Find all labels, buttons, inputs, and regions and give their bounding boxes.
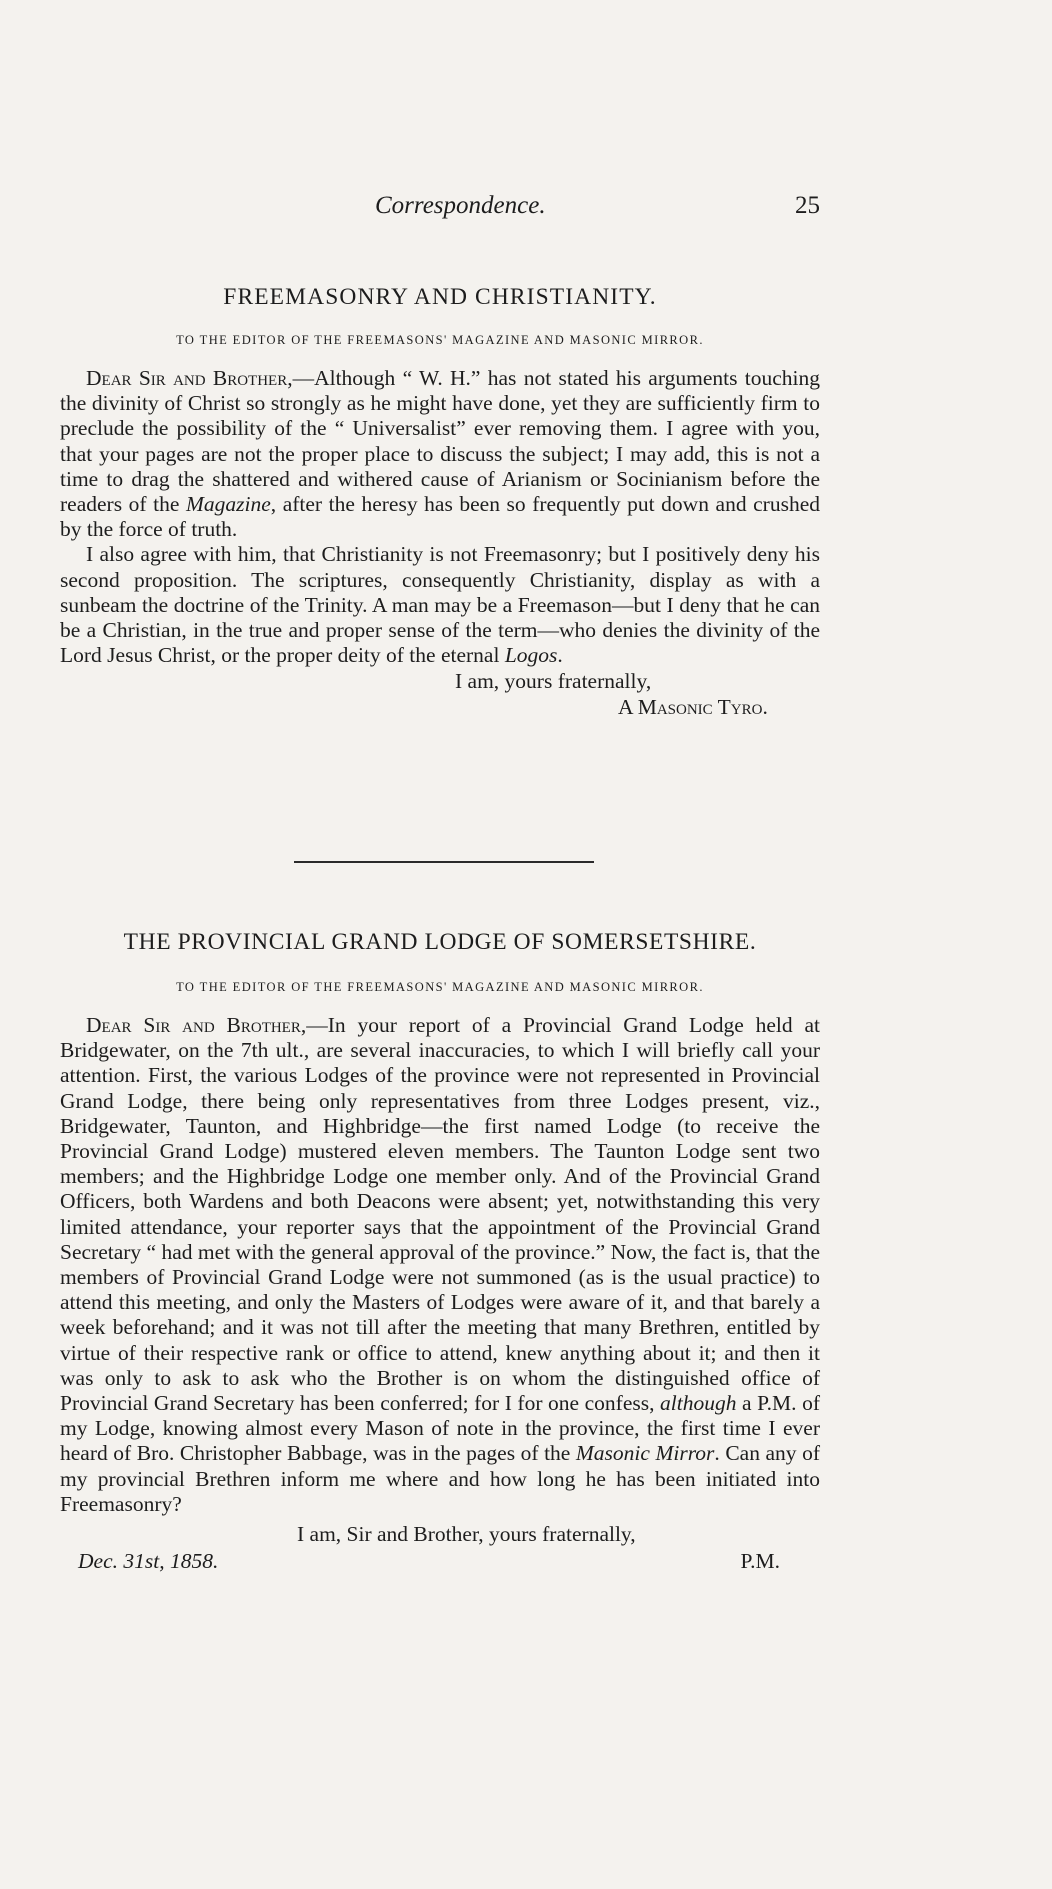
running-head — [60, 192, 820, 224]
letter-2-title: THE PROVINCIAL GRAND LODGE OF SOMERSETSHIRE. — [123, 929, 757, 955]
letter-2-dateline — [60, 1549, 820, 1577]
letter-2-paragraph: Dear Sir and Brother,—In your report of a Provincial Grand Lodge held at Bridgewater, on the 7th ult., are several inaccuracies, to which I will briefly call your attention. First, the various Lodges of the province were not represented in Provincial Grand Lodge, there being only representatives from three Lodges present, viz., Bridgewater, Taunton, and Highbridge—the first named Lodge (to receive the Provincial Grand Lodge) mustered eleven members. The Taunton Lodge sent two members; and the Highbridge Lodge one member only. And of the Provincial Grand Officers, both Wardens and both Deacons were absent; yet, notwithstanding this very limited attendance, your reporter says that the appointment of the Provincial Grand Secretary “ had met with the general approval of the province.” Now, the fact is, that the members of Provincial Grand Lodge were not summoned (as is the usual practice) to attend this meeting, and only the Masters of Lodges were aware of it, and that barely a week beforehand; and it was not till after the meeting that many Brethren, entitled by virtue of their respective rank or office to attend, knew anything about it; and then it was only to ask to ask who the Brother is on whom the distinguished office of Provincial Grand Secretary has been conferred; for I for one confess, although a P.M. of my Lodge, knowing almost every Mason of note in the province, the first time I ever heard of Bro. Christopher Babbage, was in the pages of the Masonic Mirror. Can any of my provincial Brethren inform me where and how long he has been initiated into Freemasonry? — [60, 1013, 821, 1516]
letter-1-salutation: Dear Sir and Brother, — [86, 366, 293, 390]
masonic-mirror-title: Masonic Mirror — [575, 1441, 715, 1466]
section-divider — [294, 861, 594, 863]
letter-1-addressee: TO THE EDITOR OF THE FREEMASONS' MAGAZINE AND MASONIC MIRROR. — [176, 333, 704, 347]
letter-2-salutation: Dear Sir and Brother, — [86, 1013, 307, 1037]
letter-1-title: FREEMASONRY AND CHRISTIANITY. — [223, 284, 657, 310]
letter-2-date: Dec. 31st, 1858. — [78, 1549, 219, 1574]
magazine-title: Magazine — [185, 492, 271, 517]
letter-1-paragraph-1: Dear Sir and Brother,—Although “ W. H.” has not stated his arguments touching the divinity of Christ so strongly as he might have done, yet they are sufficiently firm to preclude the possibility of the “ Universalist” ever removing them. I agree with you, that your pages are not the proper place to discuss the subject; I may add, this is not a time to drag the shattered and withered cause of Arianism or Socinianism before the readers of the Magazine, after the heresy has been so frequently put down and crushed by the force of truth. — [60, 366, 820, 542]
letter-2-addressee: TO THE EDITOR OF THE FREEMASONS' MAGAZINE AND MASONIC MIRROR. — [176, 980, 704, 994]
letter-1-signature: A Masonic Tyro. — [618, 695, 768, 720]
letter-1-closing: I am, yours fraternally, — [455, 669, 652, 694]
letter-1-paragraph-2: I also agree with him, that Christianity is not Freemasonry; but I positively deny his second proposition. The scriptures, consequently Christianity, display as with a sunbeam the doctrine of the Trinity. A man may be a Freemason—but I deny that he can be a Christian, in the true and proper sense of the term—who denies the divinity of the Lord Jesus Christ, or the proper deity of the eternal Logos. — [60, 542, 820, 668]
letter-2-signature: P.M. — [740, 1549, 780, 1574]
logos-word: Logos — [504, 643, 558, 668]
page-number: 25 — [795, 192, 820, 219]
letter-freemasonry-christianity — [60, 284, 820, 720]
running-title: Correspondence. — [375, 192, 546, 219]
letter-provincial-grand-lodge — [60, 929, 820, 1577]
letter-2-closing: I am, Sir and Brother, yours fraternally, — [297, 1522, 636, 1547]
